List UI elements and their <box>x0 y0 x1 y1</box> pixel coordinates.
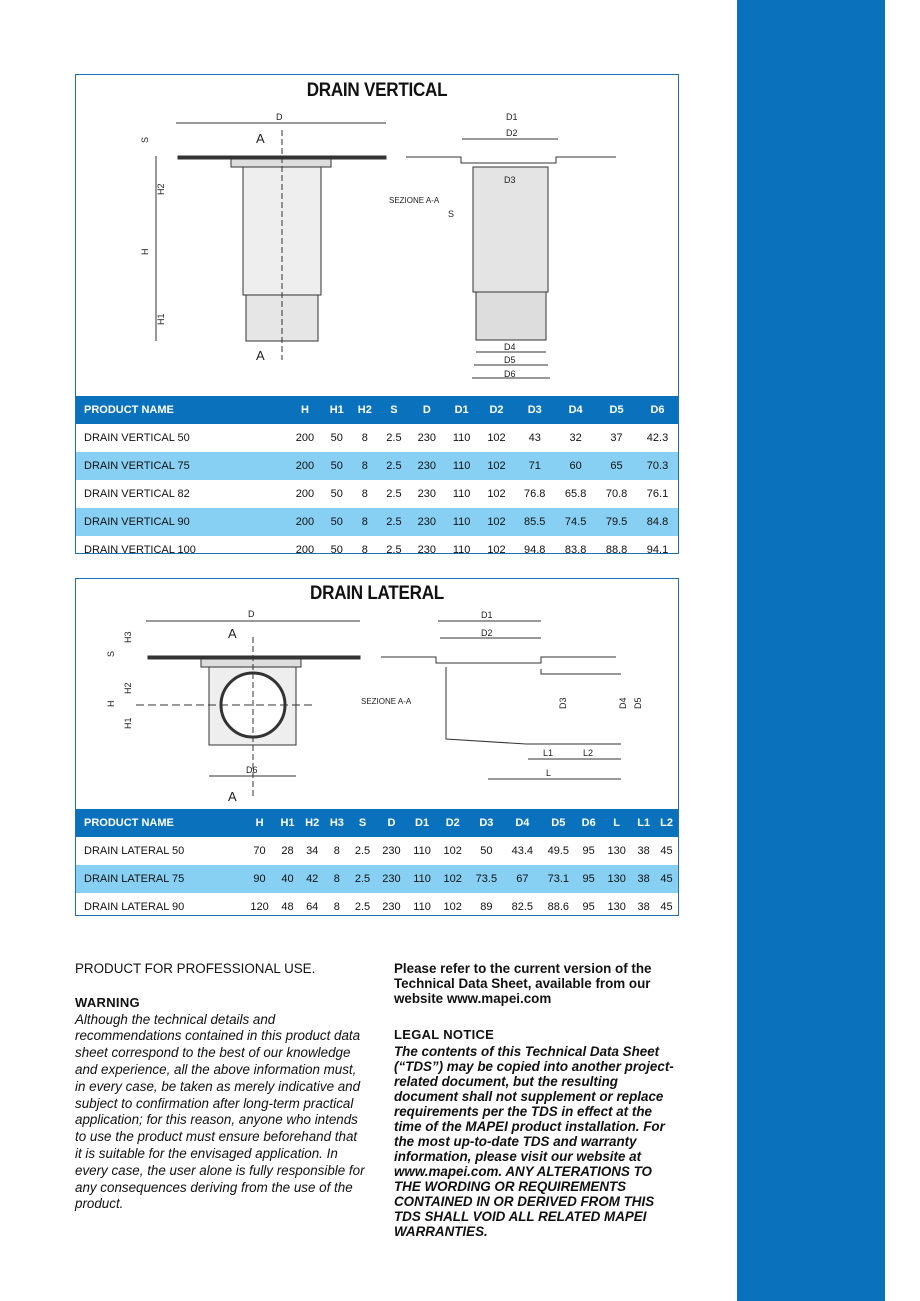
table-cell: 2.5 <box>354 845 371 857</box>
svg-text:L2: L2 <box>583 748 594 758</box>
table-cell: 95 <box>582 901 595 913</box>
legal-notice-text: The contents of this Technical Data Sheet (“TDS”) may be copied into another project-related document, but the resulting document shall not supplement or replace requirements per the TDS in effect at the time of the MAPEI product installation. For the most up-to-date TDS and warranty information, please visit our website at www.mapei.com. ANY ALTERATIONS TO THE WORDING OR REQUIREMENTS CONTAINED IN OR DERIVED FROM THIS TDS SHALL VOID ALL RELATED MAPEI WARRANTIES. <box>394 1043 674 1239</box>
table-cell: DRAIN LATERAL 75 <box>76 865 244 893</box>
table-cell: 65 <box>596 452 637 480</box>
table-cell: 2.5 <box>386 544 402 556</box>
table-cell: 73.5 <box>468 865 504 893</box>
table-cell: 49.5 <box>547 845 570 857</box>
table-cell: 110 <box>452 544 471 556</box>
table-cell: 40 <box>275 865 300 893</box>
column-header: H1 <box>275 809 300 837</box>
table-cell: 8 <box>361 544 368 556</box>
table-cell: 102 <box>479 508 515 536</box>
svg-text:D4: D4 <box>618 697 628 709</box>
column-header: S <box>379 396 409 424</box>
table-cell: 82.5 <box>511 901 534 913</box>
column-header: L <box>601 809 632 837</box>
column-header: D6 <box>637 396 678 424</box>
table-cell: 50 <box>323 508 351 536</box>
table-cell: 38 <box>637 845 650 857</box>
svg-text:L1: L1 <box>543 748 554 758</box>
svg-text:A: A <box>256 348 265 363</box>
side-color-band <box>737 0 885 1301</box>
drain-vertical-table <box>76 396 678 564</box>
table-cell: 50 <box>330 544 343 556</box>
table-cell: DRAIN LATERAL 50 <box>84 845 185 857</box>
svg-text:D: D <box>276 112 283 122</box>
table-cell: DRAIN VERTICAL 50 <box>84 432 190 444</box>
table-cell: 102 <box>487 488 506 500</box>
table-cell: 45 <box>655 865 678 893</box>
table-row <box>76 837 678 865</box>
table-cell: 120 <box>250 901 269 913</box>
table-cell: 95 <box>582 845 595 857</box>
svg-text:D5: D5 <box>504 355 516 365</box>
table-cell: 71 <box>514 452 555 480</box>
table-cell: 130 <box>601 865 632 893</box>
table-cell: 28 <box>281 845 294 857</box>
column-header: D4 <box>504 809 540 837</box>
table-cell: 230 <box>382 901 401 913</box>
svg-text:L: L <box>546 768 552 778</box>
svg-text:S: S <box>448 209 455 219</box>
column-header: PRODUCT NAME <box>76 809 244 837</box>
table-cell: 8 <box>333 845 340 857</box>
table-cell: 102 <box>443 901 462 913</box>
table-cell: 45 <box>660 845 673 857</box>
table-cell: 8 <box>351 508 379 536</box>
svg-text:D1: D1 <box>506 112 518 122</box>
table-cell: 70.8 <box>605 488 628 500</box>
table-cell: 88.8 <box>605 544 628 556</box>
table-cell: 48 <box>281 901 294 913</box>
table-cell: 8 <box>333 901 340 913</box>
svg-text:SEZIONE A-A: SEZIONE A-A <box>389 196 440 205</box>
table-cell: 42 <box>300 865 325 893</box>
svg-text:A: A <box>228 789 237 804</box>
table-cell: 110 <box>452 488 471 500</box>
column-header: L1 <box>632 809 655 837</box>
table-row <box>76 424 678 452</box>
table-cell: 94.8 <box>524 544 546 556</box>
table-row <box>76 865 678 893</box>
table-cell: 88.6 <box>547 901 570 913</box>
column-header: D5 <box>540 809 576 837</box>
table-cell: 85.5 <box>514 508 555 536</box>
table-cell: 230 <box>417 544 436 556</box>
refer-note: Please refer to the current version of the Technical Data Sheet, available from our website www.mapei.com <box>394 961 652 1006</box>
svg-text:D1: D1 <box>481 610 493 620</box>
right-column <box>394 961 679 1239</box>
table-cell: 230 <box>409 508 445 536</box>
svg-text:H2: H2 <box>156 183 166 195</box>
table-cell: 2.5 <box>379 452 409 480</box>
svg-text:H3: H3 <box>123 631 133 643</box>
table-cell: 60 <box>555 452 596 480</box>
svg-text:H1: H1 <box>156 313 166 325</box>
warning-heading: WARNING <box>75 994 140 1010</box>
column-header: S <box>349 809 376 837</box>
table-cell: 8 <box>361 488 368 500</box>
table-cell: 67 <box>504 865 540 893</box>
table-cell: 43 <box>528 432 541 444</box>
left-column <box>75 961 365 1213</box>
table-cell: 230 <box>417 488 436 500</box>
column-header: H <box>287 396 323 424</box>
table-cell: 2.5 <box>379 508 409 536</box>
drain-lateral-diagram <box>76 579 678 809</box>
column-header: D3 <box>514 396 555 424</box>
table-cell: 102 <box>487 432 506 444</box>
table-cell: 76.8 <box>524 488 546 500</box>
professional-use-note: PRODUCT FOR PROFESSIONAL USE. <box>75 961 316 976</box>
table-cell: 42.3 <box>646 432 669 444</box>
table-cell: 84.8 <box>637 508 678 536</box>
table-cell: 200 <box>287 508 323 536</box>
table-cell: 74.5 <box>555 508 596 536</box>
svg-text:H1: H1 <box>123 717 133 729</box>
table-cell: 110 <box>413 845 431 857</box>
table-cell: DRAIN VERTICAL 100 <box>84 544 196 556</box>
table-cell: 110 <box>413 901 431 913</box>
table-cell: 95 <box>576 865 601 893</box>
column-header: H <box>244 809 275 837</box>
table-cell: 230 <box>376 865 407 893</box>
svg-text:D: D <box>248 609 255 619</box>
table-cell: 110 <box>445 452 479 480</box>
column-header: D <box>409 396 445 424</box>
column-header: D3 <box>468 809 504 837</box>
column-header: D4 <box>555 396 596 424</box>
table-row <box>76 536 678 564</box>
legal-notice-heading: LEGAL NOTICE <box>394 1027 495 1042</box>
table-cell: 45 <box>660 901 673 913</box>
table-cell: 110 <box>452 432 471 444</box>
drain-lateral-table <box>76 809 678 921</box>
column-header: D1 <box>445 396 479 424</box>
table-cell: 34 <box>306 845 319 857</box>
svg-text:SEZIONE A-A: SEZIONE A-A <box>361 697 412 706</box>
table-row <box>76 452 678 480</box>
table-cell: 94.1 <box>646 544 669 556</box>
table-cell: 38 <box>632 865 655 893</box>
table-cell: 70 <box>253 845 266 857</box>
table-cell: 130 <box>607 845 626 857</box>
drain-lateral-panel <box>75 578 679 916</box>
table-cell: 8 <box>351 452 379 480</box>
table-cell: 102 <box>487 544 506 556</box>
svg-text:A: A <box>228 626 237 641</box>
table-cell: 200 <box>295 432 315 444</box>
drain-vertical-diagram <box>76 75 678 395</box>
table-cell: 102 <box>479 452 515 480</box>
column-header: D2 <box>479 396 515 424</box>
svg-text:D4: D4 <box>504 342 516 352</box>
table-cell: DRAIN VERTICAL 75 <box>76 452 287 480</box>
table-cell: 50 <box>323 452 351 480</box>
table-cell: 230 <box>409 452 445 480</box>
column-header: D <box>376 809 407 837</box>
drain-vertical-panel <box>75 74 679 554</box>
svg-text:H2: H2 <box>123 682 133 694</box>
table-cell: 64 <box>306 901 319 913</box>
column-header: D1 <box>407 809 437 837</box>
svg-text:D3: D3 <box>504 175 516 185</box>
table-cell: 50 <box>480 845 493 857</box>
table-cell: 37 <box>610 432 623 444</box>
table-cell: 8 <box>325 865 350 893</box>
table-cell: 43.4 <box>511 845 534 857</box>
svg-text:S: S <box>106 650 116 657</box>
table-cell: 73.1 <box>540 865 576 893</box>
table-cell: 230 <box>417 432 436 444</box>
svg-text:D3: D3 <box>558 697 568 709</box>
table-cell: DRAIN LATERAL 90 <box>84 901 185 913</box>
drain-vertical-title: DRAIN VERTICAL <box>306 80 448 101</box>
svg-text:D6: D6 <box>504 369 516 379</box>
table-cell: 50 <box>330 488 343 500</box>
table-cell: 110 <box>407 865 437 893</box>
table-cell: 32 <box>569 432 582 444</box>
table-cell: 2.5 <box>349 865 376 893</box>
table-row <box>76 480 678 508</box>
table-cell: 70.3 <box>637 452 678 480</box>
table-cell: 79.5 <box>596 508 637 536</box>
table-cell: 102 <box>437 865 468 893</box>
table-cell: 102 <box>443 845 462 857</box>
table-cell: DRAIN VERTICAL 82 <box>84 488 190 500</box>
drain-lateral-title: DRAIN LATERAL <box>310 583 444 604</box>
table-cell: 200 <box>295 544 315 556</box>
svg-text:H: H <box>140 248 150 255</box>
table-cell: DRAIN VERTICAL 90 <box>76 508 287 536</box>
table-cell: 2.5 <box>354 901 371 913</box>
column-header: H1 <box>323 396 351 424</box>
table-cell: 2.5 <box>386 488 402 500</box>
table-cell: 200 <box>295 488 315 500</box>
column-header: H3 <box>325 809 350 837</box>
column-header: D2 <box>437 809 468 837</box>
svg-text:D2: D2 <box>481 628 493 638</box>
svg-text:S: S <box>140 136 150 143</box>
column-header: L2 <box>655 809 678 837</box>
column-header: PRODUCT NAME <box>76 396 287 424</box>
svg-text:A: A <box>256 131 265 146</box>
svg-text:D5: D5 <box>633 697 643 709</box>
column-header: H2 <box>351 396 379 424</box>
svg-text:D2: D2 <box>506 128 518 138</box>
warning-text: Although the technical details and recommendations contained in this product data sheet correspond to the best of our knowledge and experience, all the above information must, in every case, be taken as merely indicative and subject to confirmation after long-term practical application; for this reason, anyone who intends to use the product must ensure beforehand that it is suitable for the envisaged application. In every case, the user alone is fully responsible for any consequences deriving from the use of the product. <box>75 1011 365 1212</box>
column-header: D6 <box>576 809 601 837</box>
table-row <box>76 893 678 921</box>
table-cell: 90 <box>244 865 275 893</box>
table-cell: 230 <box>382 845 401 857</box>
svg-text:D6: D6 <box>246 765 258 775</box>
table-cell: 76.1 <box>646 488 669 500</box>
table-cell: 38 <box>637 901 650 913</box>
column-header: H2 <box>300 809 325 837</box>
table-cell: 50 <box>330 432 343 444</box>
table-cell: 8 <box>361 432 368 444</box>
table-cell: 65.8 <box>564 488 587 500</box>
table-cell: 83.8 <box>564 544 587 556</box>
table-row <box>76 508 678 536</box>
svg-text:H: H <box>106 700 116 707</box>
table-cell: 2.5 <box>386 432 402 444</box>
table-cell: 200 <box>287 452 323 480</box>
table-cell: 89 <box>480 901 493 913</box>
column-header: D5 <box>596 396 637 424</box>
table-cell: 130 <box>607 901 626 913</box>
table-cell: 110 <box>445 508 479 536</box>
